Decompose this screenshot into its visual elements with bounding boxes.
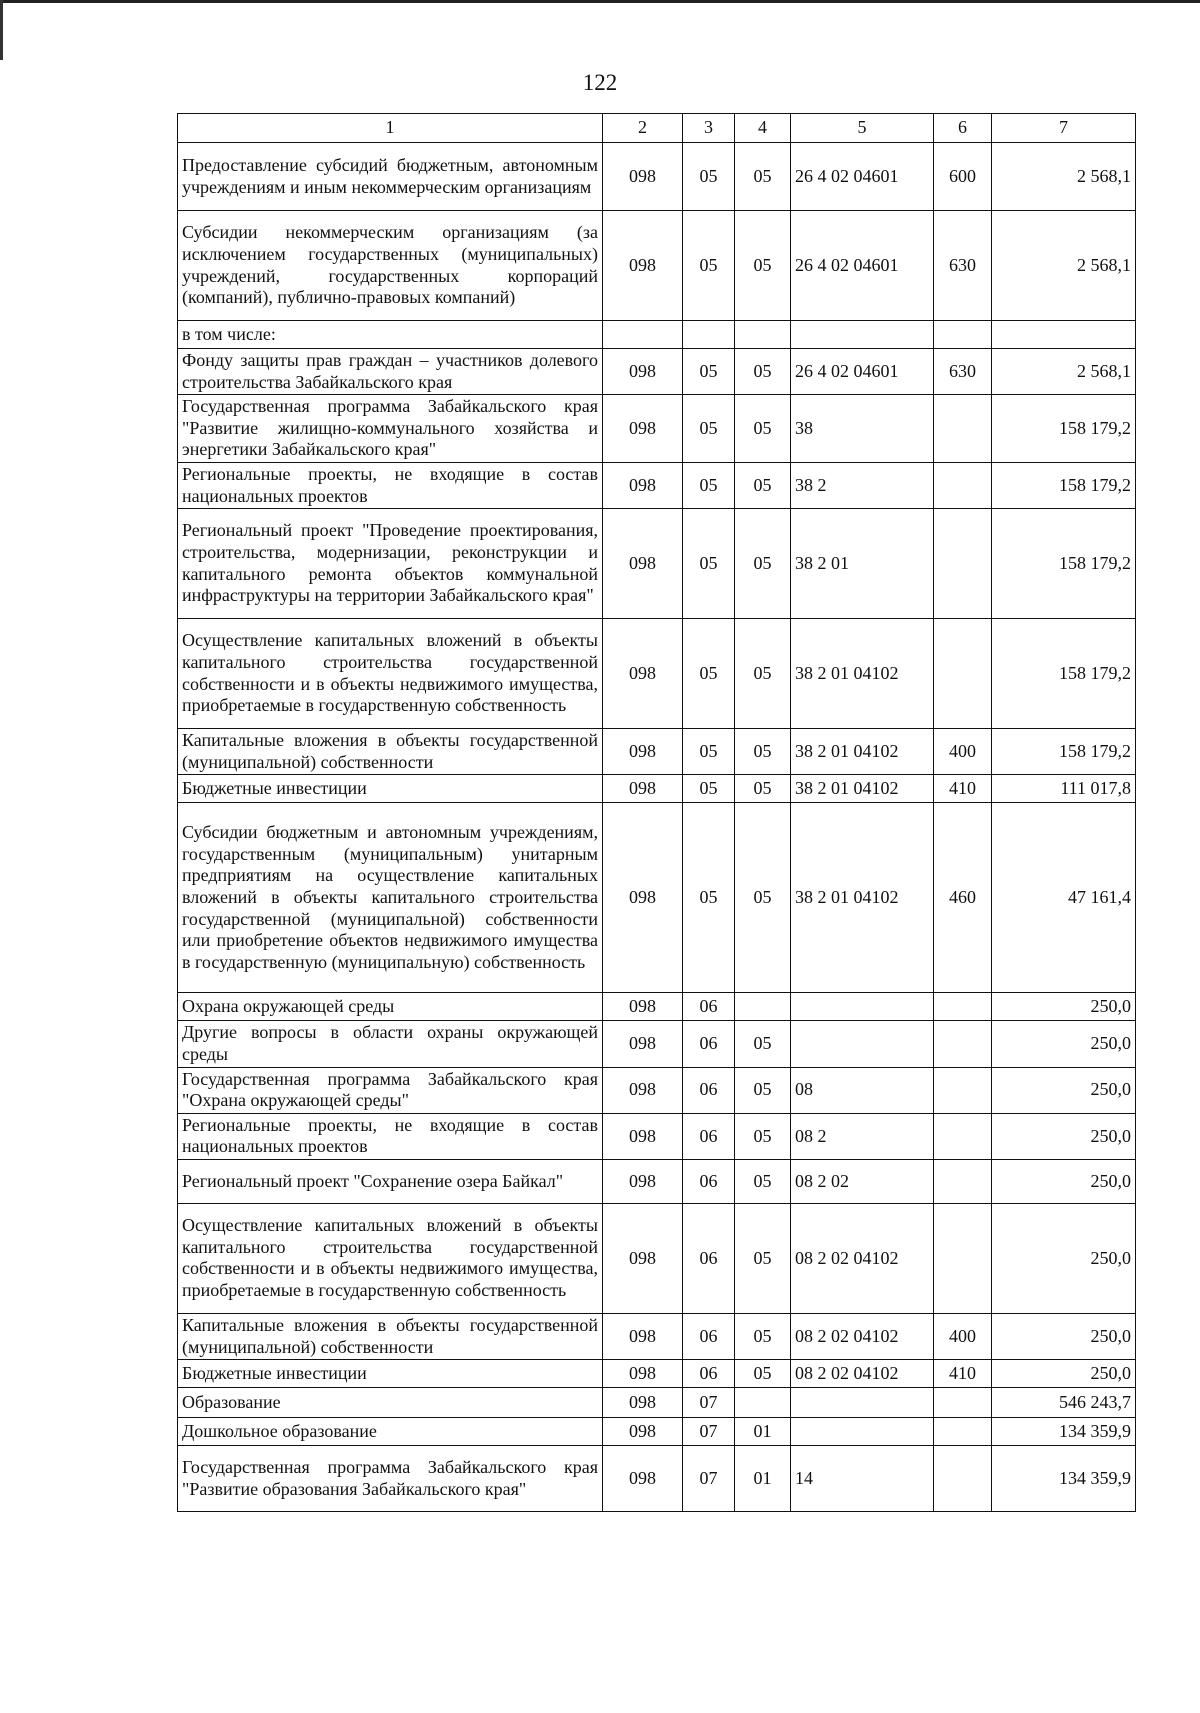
expense-type-code [934,1203,992,1313]
amount: 111 017,8 [992,775,1136,803]
row-name: Капитальные вложения в объекты государственной (муниципальной) собственности [178,1313,603,1359]
table-row [178,349,1136,395]
row-name: Фонду защиты прав граждан – участников долевого строительства Забайкальского края [178,349,603,395]
row-name: Региональные проекты, не входящие в состав национальных проектов [178,462,603,508]
column-header-2: 2 [603,114,683,143]
row-name: Региональный проект "Сохранение озера Байкал" [178,1159,603,1203]
subsection-code: 05 [735,619,791,729]
amount: 158 179,2 [992,395,1136,463]
chapter-code: 098 [603,1446,683,1512]
section-code: 06 [683,1021,735,1067]
table-row [178,321,1136,349]
target-article-code [791,1418,934,1446]
amount: 158 179,2 [992,462,1136,508]
subsection-code: 05 [735,1021,791,1067]
table-row [178,462,1136,508]
expense-type-code: 460 [934,803,992,993]
target-article-code: 08 2 02 04102 [791,1360,934,1388]
table-row [178,1418,1136,1446]
target-article-code: 38 2 [791,462,934,508]
section-code: 06 [683,1067,735,1113]
expense-type-code: 410 [934,775,992,803]
expense-type-code: 410 [934,1360,992,1388]
section-code: 05 [683,619,735,729]
target-article-code: 26 4 02 04601 [791,143,934,211]
expense-type-code: 630 [934,349,992,395]
target-article-code [791,1388,934,1418]
expense-type-code: 630 [934,211,992,321]
table-row [178,619,1136,729]
chapter-code: 098 [603,462,683,508]
row-name: Государственная программа Забайкальского края "Охрана окружающей среды" [178,1067,603,1113]
target-article-code: 14 [791,1446,934,1512]
chapter-code: 098 [603,509,683,619]
target-article-code: 38 2 01 04102 [791,619,934,729]
section-code: 06 [683,1159,735,1203]
column-header-4: 4 [735,114,791,143]
budget-table [177,113,1136,1512]
row-name: Образование [178,1388,603,1418]
expense-type-code [934,1067,992,1113]
target-article-code: 08 2 02 04102 [791,1313,934,1359]
target-article-code: 38 [791,395,934,463]
table-row [178,1360,1136,1388]
table-row [178,1313,1136,1359]
expense-type-code [934,395,992,463]
section-code: 06 [683,993,735,1021]
section-code: 05 [683,395,735,463]
subsection-code: 05 [735,1203,791,1313]
target-article-code: 08 2 02 [791,1159,934,1203]
table-row [178,775,1136,803]
section-code: 07 [683,1418,735,1446]
chapter-code: 098 [603,1021,683,1067]
amount: 2 568,1 [992,143,1136,211]
table-row [178,1113,1136,1159]
scan-edge-left [0,0,3,60]
table-row [178,803,1136,993]
target-article-code: 38 2 01 04102 [791,775,934,803]
amount: 250,0 [992,1067,1136,1113]
section-code: 06 [683,1203,735,1313]
target-article-code: 08 2 02 04102 [791,1203,934,1313]
chapter-code: 098 [603,803,683,993]
amount: 2 568,1 [992,349,1136,395]
expense-type-code [934,509,992,619]
row-name: Субсидии бюджетным и автономным учреждениям, государственным (муниципальным) унитарным предприятиям на осуществление капитальных вложений в объекты капитального строительства государственной (муниципальной) собственности или приобретение объектов недвижимого имущества в государственную (муниципальную) собственность [178,803,603,993]
row-name: Охрана окружающей среды [178,993,603,1021]
subsection-code: 05 [735,395,791,463]
row-name: Осуществление капитальных вложений в объекты капитального строительства государственной собственности и в объекты недвижимого имущества, приобретаемые в государственную собственность [178,1203,603,1313]
subsection-code: 05 [735,1360,791,1388]
column-header-7: 7 [992,114,1136,143]
amount: 546 243,7 [992,1388,1136,1418]
amount: 2 568,1 [992,211,1136,321]
subsection-code: 05 [735,143,791,211]
amount: 158 179,2 [992,509,1136,619]
section-code: 07 [683,1446,735,1512]
expense-type-code [934,1159,992,1203]
row-name: Предоставление субсидий бюджетным, автономным учреждениям и иным некоммерческим организациям [178,143,603,211]
table-row [178,395,1136,463]
expense-type-code [934,993,992,1021]
amount: 47 161,4 [992,803,1136,993]
column-header-5: 5 [791,114,934,143]
section-code: 05 [683,462,735,508]
table-row [178,1203,1136,1313]
chapter-code: 098 [603,1388,683,1418]
subsection-code [735,993,791,1021]
table-row [178,143,1136,211]
row-name: Дошкольное образование [178,1418,603,1446]
row-name: Капитальные вложения в объекты государственной (муниципальной) собственности [178,729,603,775]
expense-type-code: 600 [934,143,992,211]
row-name: в том числе: [178,321,603,349]
subsection-code [735,321,791,349]
target-article-code [791,321,934,349]
amount: 158 179,2 [992,729,1136,775]
expense-type-code [934,1446,992,1512]
section-code: 05 [683,729,735,775]
amount: 250,0 [992,1203,1136,1313]
expense-type-code: 400 [934,1313,992,1359]
page-number: 122 [582,70,618,95]
section-code: 06 [683,1113,735,1159]
expense-type-code [934,1418,992,1446]
subsection-code: 01 [735,1446,791,1512]
table-row [178,211,1136,321]
chapter-code: 098 [603,993,683,1021]
subsection-code: 05 [735,349,791,395]
table-row [178,1067,1136,1113]
chapter-code: 098 [603,1313,683,1359]
subsection-code: 05 [735,462,791,508]
row-name: Региональные проекты, не входящие в состав национальных проектов [178,1113,603,1159]
subsection-code: 05 [735,1113,791,1159]
target-article-code: 26 4 02 04601 [791,211,934,321]
chapter-code [603,321,683,349]
amount: 250,0 [992,1360,1136,1388]
amount: 250,0 [992,1113,1136,1159]
target-article-code [791,1021,934,1067]
target-article-code: 26 4 02 04601 [791,349,934,395]
column-header-6: 6 [934,114,992,143]
target-article-code [791,993,934,1021]
target-article-code: 08 [791,1067,934,1113]
column-header-1: 1 [178,114,603,143]
chapter-code: 098 [603,729,683,775]
row-name: Региональный проект "Проведение проектирования, строительства, модернизации, реконструкции и капитального ремонта объектов коммунальной инфраструктуры на территории Забайкальского края" [178,509,603,619]
row-name: Бюджетные инвестиции [178,775,603,803]
row-name: Субсидии некоммерческим организациям (за исключением государственных (муниципальных) учреждений, государственных корпораций (компаний), публично-правовых компаний) [178,211,603,321]
chapter-code: 098 [603,1418,683,1446]
section-code: 06 [683,1360,735,1388]
scan-edge-top [0,0,1200,3]
column-header-3: 3 [683,114,735,143]
chapter-code: 098 [603,349,683,395]
expense-type-code [934,1113,992,1159]
amount: 250,0 [992,1313,1136,1359]
subsection-code: 05 [735,729,791,775]
amount: 134 359,9 [992,1418,1136,1446]
expense-type-code [934,619,992,729]
chapter-code: 098 [603,619,683,729]
table-row [178,1159,1136,1203]
expense-type-code [934,1021,992,1067]
subsection-code: 05 [735,775,791,803]
table-row [178,1446,1136,1512]
expense-type-code: 400 [934,729,992,775]
amount: 158 179,2 [992,619,1136,729]
section-code: 05 [683,775,735,803]
subsection-code: 05 [735,1313,791,1359]
expense-type-code [934,321,992,349]
table-row [178,729,1136,775]
table-row [178,509,1136,619]
expense-type-code [934,1388,992,1418]
amount: 250,0 [992,993,1136,1021]
row-name: Государственная программа Забайкальского края "Развитие жилищно-коммунального хозяйства и энергетики Забайкальского края" [178,395,603,463]
table-row [178,993,1136,1021]
amount: 134 359,9 [992,1446,1136,1512]
section-code: 05 [683,211,735,321]
section-code [683,321,735,349]
chapter-code: 098 [603,1203,683,1313]
target-article-code: 38 2 01 04102 [791,729,934,775]
target-article-code: 08 2 [791,1113,934,1159]
chapter-code: 098 [603,1159,683,1203]
chapter-code: 098 [603,143,683,211]
target-article-code: 38 2 01 [791,509,934,619]
subsection-code: 05 [735,1067,791,1113]
section-code: 07 [683,1388,735,1418]
row-name: Другие вопросы в области охраны окружающей среды [178,1021,603,1067]
table-row [178,1388,1136,1418]
subsection-code: 05 [735,1159,791,1203]
section-code: 05 [683,143,735,211]
subsection-code: 05 [735,509,791,619]
subsection-code: 05 [735,211,791,321]
section-code: 06 [683,1313,735,1359]
amount: 250,0 [992,1021,1136,1067]
amount [992,321,1136,349]
target-article-code: 38 2 01 04102 [791,803,934,993]
subsection-code: 05 [735,803,791,993]
expense-type-code [934,462,992,508]
table-row [178,1021,1136,1067]
chapter-code: 098 [603,775,683,803]
section-code: 05 [683,509,735,619]
chapter-code: 098 [603,1360,683,1388]
row-name: Государственная программа Забайкальского края "Развитие образования Забайкальского края" [178,1446,603,1512]
chapter-code: 098 [603,211,683,321]
chapter-code: 098 [603,1067,683,1113]
row-name: Бюджетные инвестиции [178,1360,603,1388]
section-code: 05 [683,349,735,395]
amount: 250,0 [992,1159,1136,1203]
header-row [178,114,1136,143]
section-code: 05 [683,803,735,993]
chapter-code: 098 [603,395,683,463]
row-name: Осуществление капитальных вложений в объекты капитального строительства государственной собственности и в объекты недвижимого имущества, приобретаемые в государственную собственность [178,619,603,729]
subsection-code: 01 [735,1418,791,1446]
chapter-code: 098 [603,1113,683,1159]
subsection-code [735,1388,791,1418]
